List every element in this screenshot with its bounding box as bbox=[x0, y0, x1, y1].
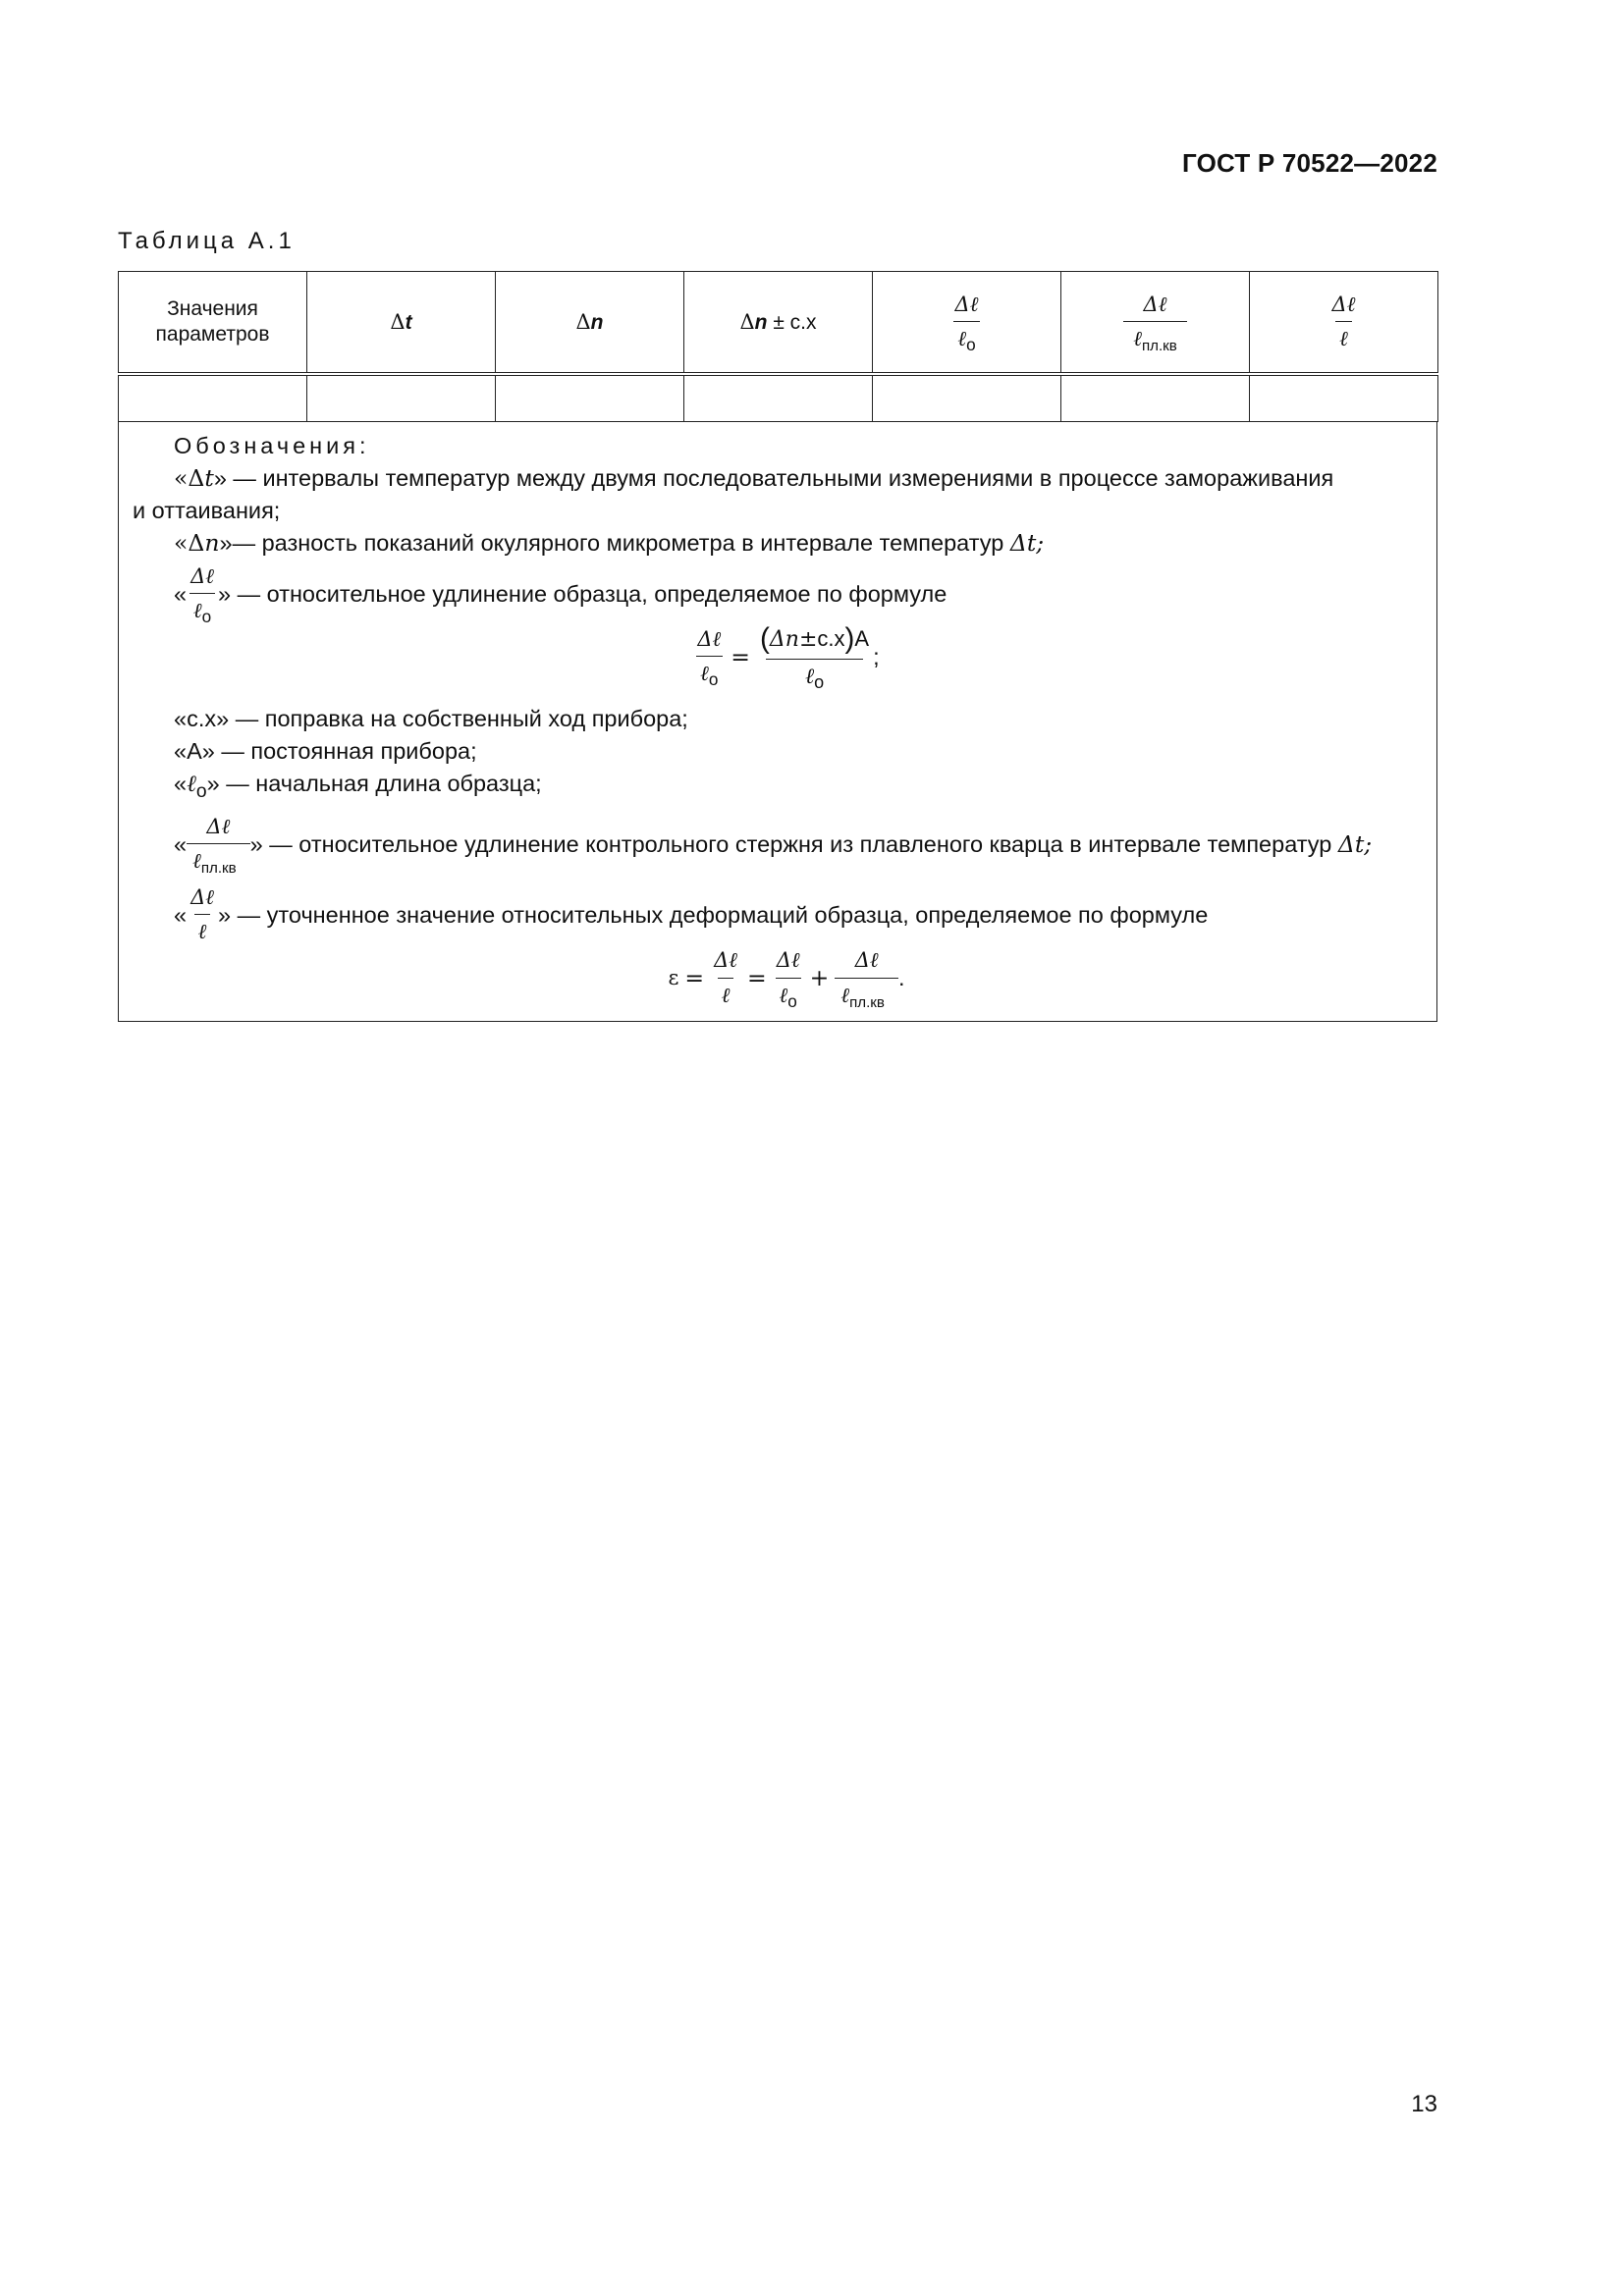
delta-symbol: Δ bbox=[739, 309, 755, 334]
notes-block bbox=[118, 422, 1437, 1022]
fraction-formula1: $\frac{(\Delta n\pm с.х)А}{\ell_о}$ bbox=[760, 622, 870, 693]
header-params bbox=[119, 272, 307, 375]
equals-sign: = bbox=[684, 964, 705, 992]
note-lo: «ℓ$_о$» — начальная длина образца; bbox=[174, 770, 542, 802]
note-delta-t-cont: и оттаивания; bbox=[133, 498, 281, 523]
page-number: 13 bbox=[1411, 2091, 1437, 2117]
delta-symbol: Δ bbox=[575, 309, 591, 334]
header-params-line1: Значения bbox=[167, 297, 258, 320]
fraction-denominator: ℓ bbox=[1335, 321, 1352, 350]
quote-open: « bbox=[174, 580, 188, 607]
note-refined-value bbox=[133, 886, 1421, 943]
fraction-dl-lplkv: $\frac{\text{Δℓ}}{\ell_{пл.кв}}$ bbox=[187, 816, 250, 873]
table-caption: Таблица А.1 bbox=[118, 228, 296, 254]
semicolon: ; bbox=[873, 643, 880, 669]
fraction-dl-lplkv: $\frac{\text{Δℓ}}{\ell_{пл.кв}}$ bbox=[835, 949, 898, 1006]
table-cell bbox=[307, 374, 496, 422]
note-a: «А» — постоянная прибора; bbox=[174, 738, 477, 765]
n-symbol: n bbox=[590, 310, 604, 334]
fraction-dl-lo: $\frac{\text{Δℓ}}{\ell_о}$ bbox=[190, 564, 214, 627]
header-dl-over-lplkv bbox=[1061, 272, 1250, 375]
notes-heading: Обозначения: bbox=[174, 433, 370, 458]
table-cell bbox=[1061, 374, 1250, 422]
quote-close: » bbox=[218, 901, 232, 928]
header-params-line2: параметров bbox=[155, 323, 270, 346]
table-cell bbox=[873, 374, 1061, 422]
plus-sign: + bbox=[809, 964, 830, 992]
period: . bbox=[897, 965, 905, 991]
table-cell bbox=[1250, 374, 1438, 422]
table-row-empty bbox=[119, 374, 1438, 422]
note-sx: «с.х» — поправка на собственный ход прибора; bbox=[174, 706, 688, 732]
table-cell bbox=[119, 374, 307, 422]
fraction bbox=[1123, 292, 1187, 355]
header-delta-t bbox=[307, 272, 496, 375]
note-control-rod bbox=[133, 815, 1421, 878]
header-delta-n bbox=[496, 272, 684, 375]
quote-open: « bbox=[174, 830, 188, 857]
fraction bbox=[951, 292, 983, 355]
header-dl-over-l bbox=[1250, 272, 1438, 375]
fraction-numerator: Δℓ bbox=[1331, 292, 1356, 316]
parameters-table bbox=[118, 271, 1438, 422]
quote-open: « bbox=[174, 901, 188, 928]
n-symbol: n bbox=[754, 310, 768, 334]
note-delta-n: «Δn»— разность показаний окулярного микрометра в интервале температур Δt; bbox=[174, 529, 1045, 557]
fraction-denominator: ℓ$_{пл.кв}$ bbox=[1123, 321, 1187, 350]
header-delta-n-sx bbox=[684, 272, 873, 375]
standard-number: ГОСТ Р 70522—2022 bbox=[1182, 148, 1437, 178]
fraction-numerator: Δℓ bbox=[1143, 292, 1167, 316]
fraction-dl-lo: $\frac{\text{Δℓ}}{\ell_о}$ bbox=[776, 948, 800, 1011]
refined-value-text: — уточненное значение относительных деформаций образца, определяемое по формуле bbox=[231, 901, 1209, 928]
note-delta-t: «Δt» — интервалы температур между двумя последовательными измерениями в процессе замораживания bbox=[174, 464, 1334, 492]
table-a1 bbox=[118, 271, 1437, 1022]
fraction-denominator: ℓ$_о$ bbox=[953, 321, 979, 350]
fraction-dl-lo: $\frac{\text{Δℓ}}{\ell_о}$ bbox=[697, 627, 722, 690]
delta-symbol: Δ bbox=[390, 309, 406, 334]
control-rod-text: — относительное удлинение контрольного стержня из плавленого кварца в интервале температур bbox=[262, 830, 1338, 857]
epsilon-symbol: ε bbox=[668, 966, 679, 990]
table-cell bbox=[496, 374, 684, 422]
quote-close: » bbox=[218, 580, 232, 607]
equals-sign: = bbox=[731, 642, 750, 670]
note-relative-elongation bbox=[133, 564, 1421, 627]
table-header-row bbox=[119, 272, 1438, 375]
formula-relative-elongation bbox=[152, 622, 1421, 693]
fraction-numerator: Δℓ bbox=[954, 292, 979, 316]
pm-sx-text: ± с.х bbox=[767, 310, 817, 334]
relative-elongation-text: — относительное удлинение образца, определяемое по формуле bbox=[231, 580, 947, 607]
fraction bbox=[1328, 294, 1360, 350]
control-rod-tail: Δt; bbox=[1337, 829, 1373, 858]
header-dl-over-lo bbox=[873, 272, 1061, 375]
fraction-dl-l: $\frac{\text{Δℓ}}{\text{ℓ}}$ bbox=[714, 948, 738, 1007]
table-cell bbox=[684, 374, 873, 422]
t-symbol: t bbox=[405, 310, 412, 334]
quote-close: » bbox=[249, 830, 263, 857]
fraction-dl-l: $\frac{\text{Δℓ}}{\text{ℓ}}$ bbox=[190, 885, 214, 944]
equals-sign: = bbox=[747, 964, 767, 992]
formula-epsilon bbox=[152, 948, 1421, 1011]
